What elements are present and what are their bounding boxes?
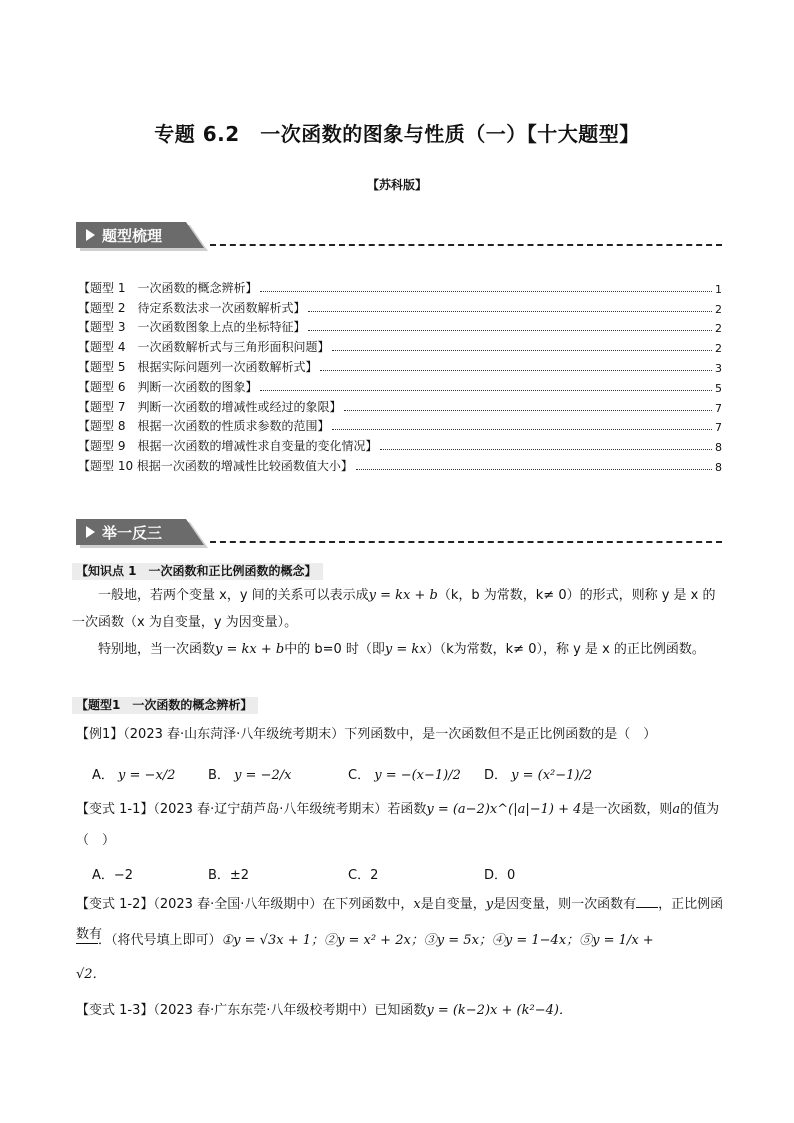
toc-item-page: 7 — [715, 401, 722, 415]
option-c: C． y = −(x−1)/2 — [348, 768, 461, 783]
toc-leader-dots — [344, 410, 712, 411]
toc-item-page: 5 — [715, 381, 722, 395]
toc-item[interactable] — [78, 335, 722, 355]
toc-item[interactable] — [78, 454, 722, 474]
toc-leader-dots — [308, 330, 712, 331]
example-1-options — [92, 764, 692, 786]
toc-item[interactable] — [78, 296, 722, 316]
knowledge-paragraph-2: 特别地，当一次函数y = kx + b中的 b=0 时（即y = kx）（k为常数，k≠ 0），称 y 是 x 的正比例函数。 — [98, 642, 705, 657]
section-header-toc — [76, 222, 208, 248]
edition-label: 【苏科版】 — [366, 178, 427, 192]
toc-item-label: 【题型 3 一次函数图象上点的坐标特征】 — [78, 320, 306, 335]
toc-item-label: 【题型 5 根据实际问题列一次函数解析式】 — [78, 359, 318, 374]
example-1-stem: 【例1】（2023 春·山东菏泽·八年级统考期末）下列函数中，是一次函数但不是正比例函数的是（ ） — [76, 727, 657, 742]
toc-item-page: 2 — [715, 322, 722, 336]
page-title: 专题 6.2 一次函数的图象与性质（一）【十大题型】 — [154, 122, 640, 146]
option-b: B． y = −2/x — [208, 768, 292, 783]
toc-item-label: 【题型 7 判断一次函数的增减性或经过的象限】 — [78, 399, 342, 414]
toc-item-page: 8 — [715, 460, 722, 474]
toc-item[interactable] — [78, 415, 722, 435]
dashed-divider — [210, 244, 722, 246]
toc-leader-dots — [260, 390, 712, 391]
knowledge-heading: 【知识点 1 一次函数和正比例函数的概念】 — [72, 560, 323, 579]
option-d: D．0 — [484, 868, 516, 883]
option-b: B．±2 — [208, 868, 250, 883]
variant-1-2-stem: 【变式 1-2】（2023 春·全国·八年级期中）在下列函数中，x是自变量，y是因变量，则一次函数有 ，正比例函数有 — [76, 897, 724, 942]
toc-item-label: 【题型 4 一次函数解析式与三角形面积问题】 — [78, 340, 330, 355]
section-title: 题型梳理 — [102, 227, 163, 245]
toc-item[interactable] — [78, 395, 722, 415]
toc-item[interactable] — [78, 375, 722, 395]
toc-item-label: 【题型 2 待定系数法求一次函数解析式】 — [78, 300, 306, 315]
section-title: 举一反三 — [102, 524, 163, 542]
variant-1-2-line3: √2． — [76, 967, 106, 982]
toc-leader-dots — [332, 429, 712, 430]
toc-item-label: 【题型 6 判断一次函数的图象】 — [78, 379, 258, 394]
variant-1-2-line2: ．（将代号填上即可）①y = √3x + 1；②y = x² + 2x；③y = 5x；④y = 1−4x；⑤y = 1/x + — [76, 926, 726, 956]
table-of-contents — [78, 276, 722, 474]
type1-heading: 【题型1 一次函数的概念辨析】 — [72, 694, 258, 713]
variant-1-3-stem: 【变式 1-3】（2023 春·广东东莞·八年级校考期中）已知函数y = (k−2)x + (k²−4)． — [76, 1003, 572, 1018]
play-triangle-icon — [86, 526, 95, 538]
toc-item[interactable] — [78, 316, 722, 336]
option-d: D． y = (x²−1)/2 — [484, 768, 593, 783]
toc-item[interactable] — [78, 276, 722, 296]
toc-item-page: 1 — [715, 282, 722, 296]
toc-item-label: 【题型 10 根据一次函数的增减性比较函数值大小】 — [78, 458, 353, 473]
toc-item-label: 【题型 8 根据一次函数的性质求参数的范围】 — [78, 419, 330, 434]
option-a: A．−2 — [92, 868, 134, 883]
toc-leader-dots — [356, 469, 712, 470]
toc-item-label: 【题型 9 根据一次函数的增减性求自变量的变化情况】 — [78, 439, 378, 454]
dashed-divider — [210, 541, 722, 543]
toc-leader-dots — [308, 311, 712, 312]
toc-item-page: 2 — [715, 342, 722, 356]
toc-leader-dots — [332, 350, 712, 351]
toc-item[interactable] — [78, 355, 722, 375]
variant-1-1-options — [92, 864, 692, 886]
blank-2[interactable] — [76, 931, 98, 944]
toc-leader-dots — [260, 291, 712, 292]
option-c: C．2 — [348, 868, 379, 883]
blank-1[interactable] — [636, 895, 658, 908]
toc-item-page: 7 — [715, 421, 722, 435]
play-triangle-icon — [86, 229, 95, 241]
toc-item-label: 【题型 1 一次函数的概念辨析】 — [78, 280, 258, 295]
knowledge-paragraph-1: 一般地，若两个变量 x，y 间的关系可以表示成y = kx + b（k，b 为常数，k≠ 0）的形式，则称 y 是 x 的一次函数（x 为自变量，y 为因变量）。 — [72, 588, 716, 630]
option-a: A． y = −x/2 — [92, 768, 176, 783]
toc-item[interactable] — [78, 434, 722, 454]
toc-item-page: 3 — [715, 361, 722, 375]
section-header-examples — [76, 519, 208, 545]
variant-1-1-stem: 【变式 1-1】（2023 春·辽宁葫芦岛·八年级统考期末）若函数y = (a−2)x^(|a|−1) + 4是一次函数，则a的值为 — [76, 802, 720, 817]
toc-leader-dots — [380, 449, 712, 450]
toc-item-page: 2 — [715, 302, 722, 316]
toc-leader-dots — [320, 370, 712, 371]
variant-1-1-bracket: （ ） — [76, 833, 116, 848]
toc-item-page: 8 — [715, 441, 722, 455]
